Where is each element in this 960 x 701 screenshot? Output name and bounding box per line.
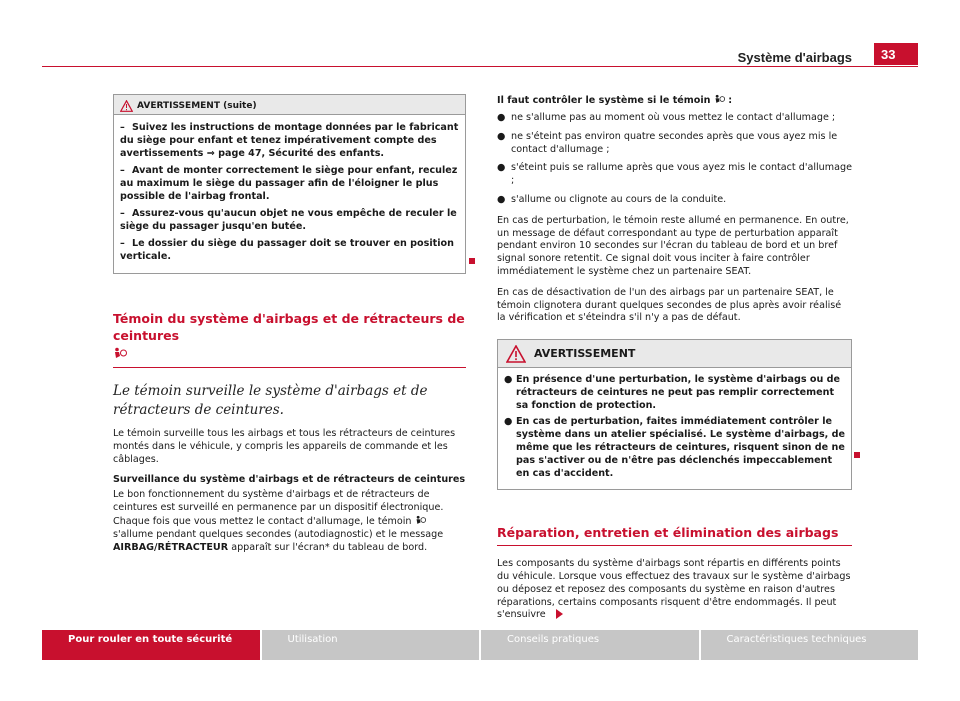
bullet-dot: ● xyxy=(504,374,513,386)
footer-tabs xyxy=(42,630,918,660)
warning-triangle-icon xyxy=(120,100,133,112)
list-item xyxy=(497,131,852,157)
warning-item xyxy=(120,237,459,263)
paragraph-part: apparaît sur l'écran* du tableau de bord. xyxy=(231,541,428,553)
tab-practical-tips[interactable]: Conseils pratiques xyxy=(481,630,699,660)
check-heading xyxy=(497,94,852,106)
list-item-text: s'éteint puis se rallume après que vous ayez mis le contact d'allumage ; xyxy=(511,162,852,187)
page-number: 33 xyxy=(874,43,918,65)
header-rule xyxy=(42,66,918,67)
paragraph: En cas de perturbation, le témoin reste allumé en permanence. En outre, un message de défaut correspondant au type de perturbation apparaît pendant environ 10 secondes sur l'écran du tableau de bord et un bref signal sonore retentit. Ce signal doit vous inciter à faire contrôler immédiatement le système chez un partenaire SEAT. xyxy=(497,214,849,277)
bullet-dot: ● xyxy=(497,130,506,142)
section-title-repair: Réparation, entretien et élimination des airbags xyxy=(497,525,839,541)
warning-item-text: Avant de monter correctement le siège pour enfant, reculez au maximum le siège du passager afin de l'éloigner le plus possible de l'airbag frontal. xyxy=(120,165,458,202)
paragraph-part: Le bon fonctionnement du système d'airbags et de rétracteurs de ceintures est surveillé en permanence par un dispositif électronique. Chaque fois que vous mettez le contact d'allumage, le témoin xyxy=(113,489,444,527)
warning-item-text: Suivez les instructions de montage données par le fabricant du siège pour enfant et tenez impérativement compte des avertissements ⇒ page 47, Sécurité des enfants. xyxy=(120,122,459,159)
left-column xyxy=(113,94,466,554)
paragraph: En cas de désactivation de l'un des airbags par un partenaire SEAT, le témoin clignotera durant quelques secondes de plus après avoir réalisé la vérification et s'éteindra s'il n'y a pas de défaut. xyxy=(497,286,842,324)
warning-item xyxy=(504,373,845,412)
bullet-dot: ● xyxy=(497,112,506,123)
bullet-dot: ● xyxy=(497,193,506,205)
warning-item-text: Assurez-vous qu'aucun objet ne vous empêche de reculer le siège du passager jusqu'en butée. xyxy=(120,208,457,232)
tab-operation[interactable]: Utilisation xyxy=(262,630,480,660)
list-item xyxy=(497,162,852,188)
paragraph-part: s'allume pendant quelques secondes (autodiagnostic) et le message xyxy=(113,528,444,540)
dash-marker: – xyxy=(120,208,125,219)
section-rule xyxy=(113,367,466,368)
airbag-warning-lamp-icon xyxy=(714,94,725,104)
list-item xyxy=(497,194,852,207)
list-item-text: ne s'éteint pas environ quatre secondes après que vous ayez mis le contact d'allumage ; xyxy=(511,130,838,155)
warning-item xyxy=(120,121,459,160)
subheading: Surveillance du système d'airbags et de rétracteurs de ceintures xyxy=(113,474,466,486)
warning-box-continued xyxy=(113,94,466,274)
warning-item xyxy=(504,415,845,480)
airbag-warning-lamp-icon xyxy=(113,347,127,359)
check-heading-text: Il faut contrôler le système si le témoin xyxy=(497,95,711,106)
warning-box-header xyxy=(498,340,851,368)
list-item-text: s'allume ou clignote au cours de la conduite. xyxy=(511,193,727,205)
warning-triangle-icon xyxy=(506,345,526,363)
paragraph-text: Les composants du système d'airbags sont répartis en différents points du véhicule. Lorsque vous effectuez des travaux sur le système d'airbags ou déposez et reposez des composants du système en raison d'autres réparations, certains composants risquent d'être endommagés. Il peut s'ensuivre xyxy=(497,558,851,621)
repair-section xyxy=(497,524,852,622)
section-rule xyxy=(497,545,852,546)
tab-technical-specs[interactable]: Caractéristiques techniques xyxy=(701,630,919,660)
continue-arrow-icon[interactable] xyxy=(556,609,563,619)
section-end-square xyxy=(854,452,860,458)
airbag-warning-lamp-icon xyxy=(415,515,426,525)
dash-marker: – xyxy=(120,238,125,249)
paragraph: Le témoin surveille tous les airbags et tous les rétracteurs de ceintures montés dans le véhicule, y compris les appareils de commande et les câblages. xyxy=(113,428,456,465)
warning-item-text: En cas de perturbation, faites immédiatement contrôler le système dans un atelier spécialisé. Le système d'airbags, de même que les rétracteurs de ceintures, risquent sinon de ne pas s'activer ou de n'être pas déclenchés impeccablement en cas d'accident. xyxy=(516,416,846,480)
section-intro: Le témoin surveille le système d'airbags et de rétracteurs de ceintures. xyxy=(113,383,428,418)
check-heading-colon: : xyxy=(728,95,733,106)
warning-box-body xyxy=(498,368,851,489)
warning-box-title: AVERTISSEMENT (suite) xyxy=(137,101,257,111)
bullet-dot: ● xyxy=(504,416,513,428)
warning-item-text: Le dossier du siège du passager doit se trouver en position verticale. xyxy=(120,238,454,262)
tab-safety[interactable]: Pour rouler en toute sécurité xyxy=(42,630,260,660)
warning-box-body xyxy=(114,115,465,273)
display-message: AIRBAG/RÉTRACTEUR xyxy=(113,541,229,553)
dash-marker: – xyxy=(120,165,125,176)
section-end-square xyxy=(469,258,475,264)
paragraph-monitoring xyxy=(113,489,466,554)
airbag-lamp-section xyxy=(113,310,466,554)
paragraph-repair xyxy=(497,558,852,622)
warning-item xyxy=(120,164,459,203)
warning-box-header xyxy=(114,95,465,115)
warning-item xyxy=(120,207,459,233)
section-title-airbag-lamp: Témoin du système d'airbags et de rétracteurs de ceintures xyxy=(113,311,465,343)
list-item-text: ne s'allume pas au moment où vous mettez le contact d'allumage ; xyxy=(511,112,836,123)
bullet-dot: ● xyxy=(497,162,506,174)
warning-item-text: En présence d'une perturbation, le système d'airbags ou de rétracteurs de ceintures ne peut pas remplir correctement sa fonction de protection. xyxy=(516,374,841,412)
warning-box-title: AVERTISSEMENT xyxy=(534,347,636,361)
dash-marker: – xyxy=(120,122,125,133)
list-item xyxy=(497,112,852,125)
warning-box xyxy=(497,339,852,490)
page-header-title: Système d'airbags xyxy=(737,50,852,65)
right-column xyxy=(497,94,852,622)
